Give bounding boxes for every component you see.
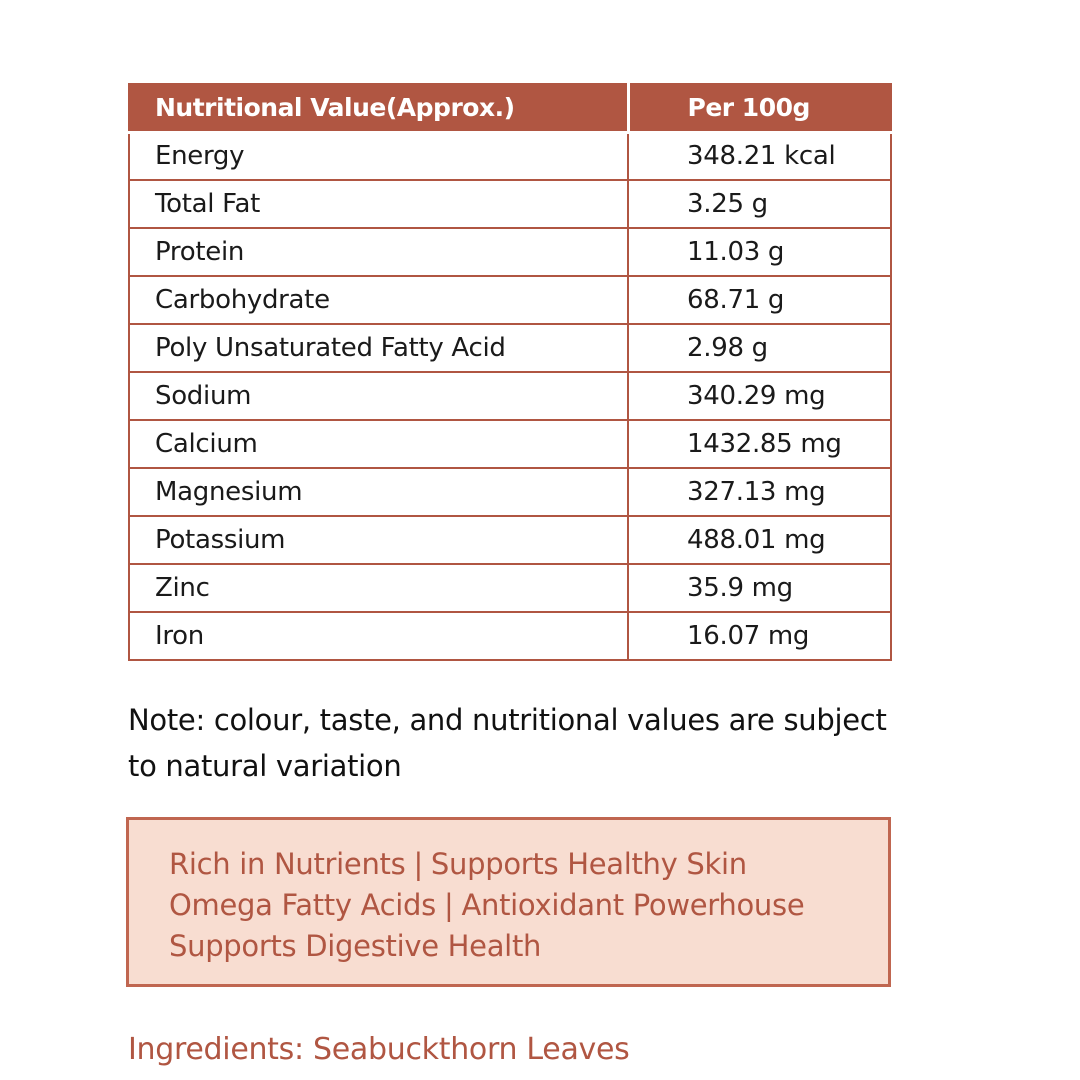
nutrition-table [128, 83, 892, 661]
benefit-line [169, 885, 888, 926]
benefit-item: Rich in Nutrients [169, 847, 406, 881]
nutrient-name: Sodium [129, 372, 628, 420]
nutrient-amount: 68.71 g [628, 276, 891, 324]
nutrient-name: Iron [129, 612, 628, 660]
ingredients-text: Ingredients: Seabuckthorn Leaves [128, 1032, 630, 1067]
nutrient-name: Carbohydrate [129, 276, 628, 324]
table-row [129, 612, 891, 660]
table-row [129, 372, 891, 420]
nutrient-amount: 340.29 mg [628, 372, 891, 420]
nutrient-name: Poly Unsaturated Fatty Acid [129, 324, 628, 372]
table-row [129, 324, 891, 372]
nutrient-name: Potassium [129, 516, 628, 564]
nutrient-amount: 327.13 mg [628, 468, 891, 516]
header-amount: Per 100g [628, 84, 891, 132]
nutrient-amount: 3.25 g [628, 180, 891, 228]
table-row [129, 420, 891, 468]
nutrient-amount: 348.21 kcal [628, 132, 891, 180]
benefit-separator: | [443, 888, 454, 922]
nutrient-amount: 35.9 mg [628, 564, 891, 612]
benefit-separator: | [413, 847, 423, 881]
table-row [129, 564, 891, 612]
table-row [129, 468, 891, 516]
nutrient-name: Protein [129, 228, 628, 276]
table-header-row [129, 84, 891, 132]
table-row [129, 180, 891, 228]
nutrient-name: Magnesium [129, 468, 628, 516]
benefit-line [169, 844, 888, 885]
benefit-item: Antioxidant Powerhouse [461, 888, 805, 922]
header-nutrient: Nutritional Value(Approx.) [129, 84, 628, 132]
nutrient-name: Calcium [129, 420, 628, 468]
nutrient-amount: 16.07 mg [628, 612, 891, 660]
benefits-box [126, 817, 891, 987]
benefit-item: Supports Digestive Health [169, 929, 542, 963]
nutrient-amount: 11.03 g [628, 228, 891, 276]
nutrient-name: Zinc [129, 564, 628, 612]
variation-note: Note: colour, taste, and nutritional values are subject to natural variation [128, 703, 887, 783]
table-body [129, 132, 891, 660]
benefit-item: Supports Healthy Skin [430, 847, 747, 881]
table-row [129, 516, 891, 564]
nutrient-name: Energy [129, 132, 628, 180]
nutrient-amount: 488.01 mg [628, 516, 891, 564]
nutrient-name: Total Fat [129, 180, 628, 228]
nutrient-amount: 1432.85 mg [628, 420, 891, 468]
table-row [129, 228, 891, 276]
table-row [129, 132, 891, 180]
nutrient-amount: 2.98 g [628, 324, 891, 372]
table-row [129, 276, 891, 324]
benefit-item: Omega Fatty Acids [169, 888, 436, 922]
benefit-line [169, 926, 888, 967]
